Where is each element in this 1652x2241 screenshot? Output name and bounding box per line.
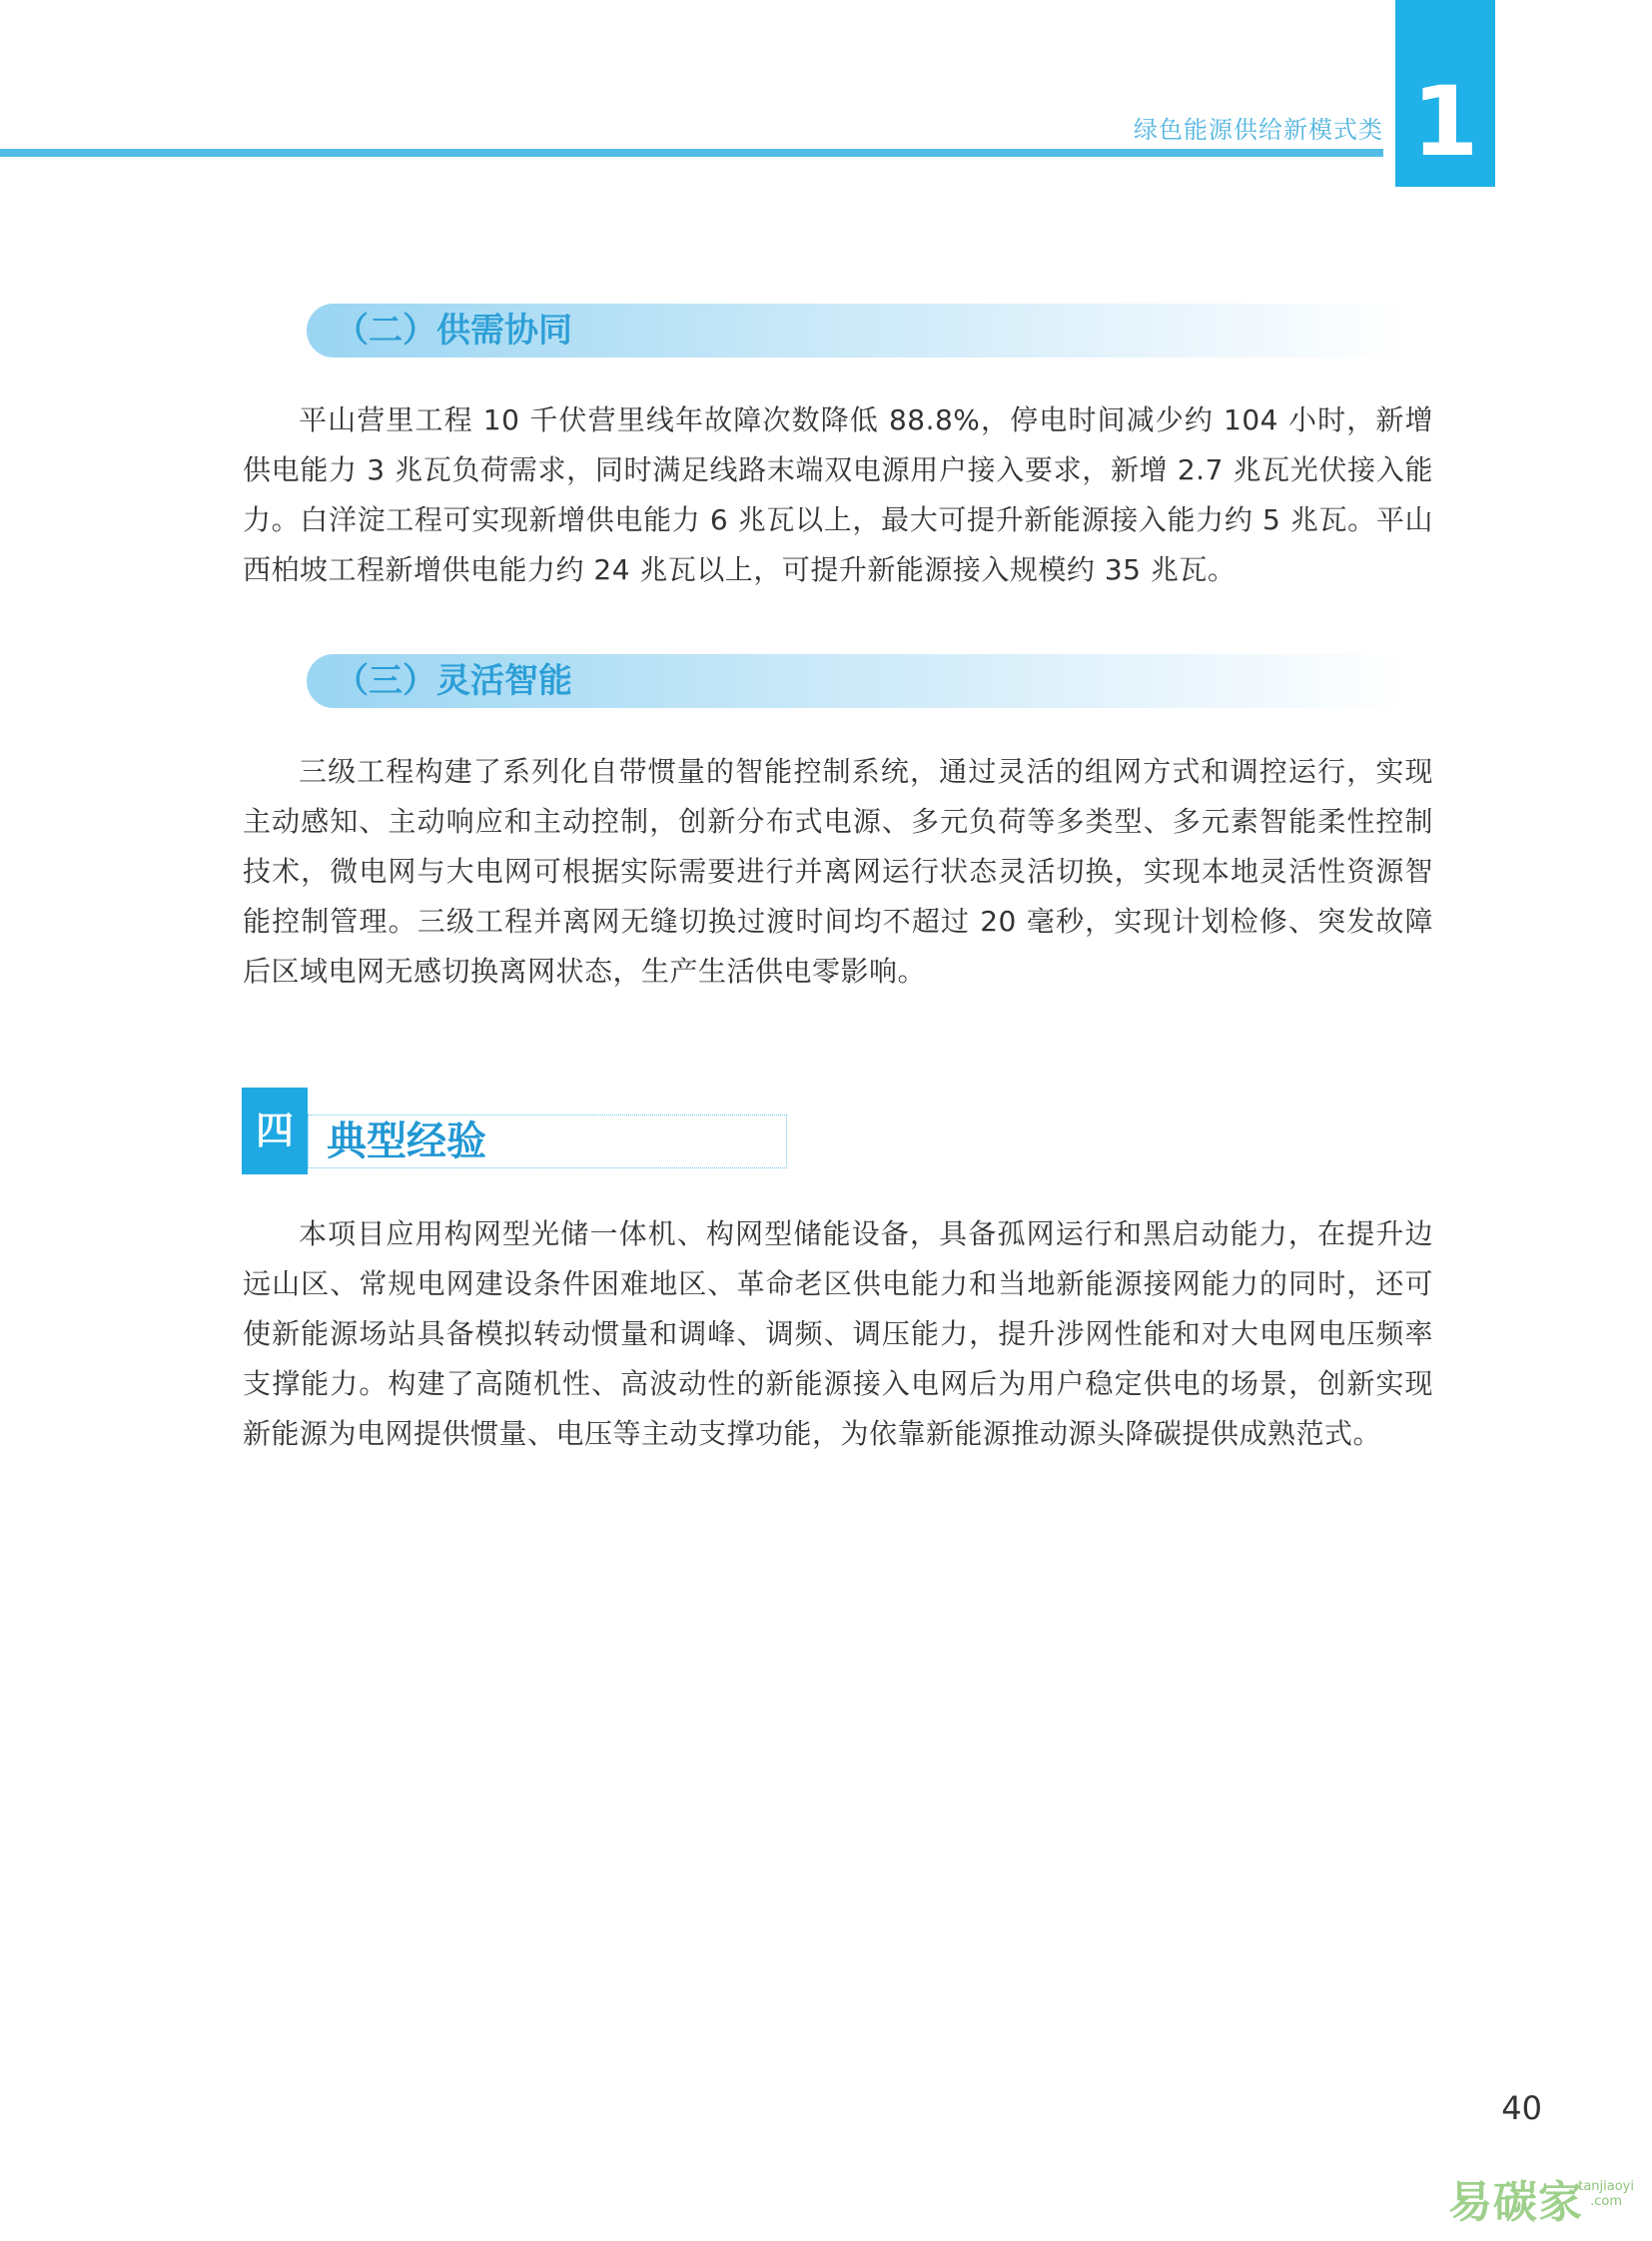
- page-number: 40: [1501, 2089, 1542, 2127]
- watermark-text: 易碳家: [1448, 2177, 1583, 2228]
- paragraph-supply-demand: 平山营里工程 10 千伏营里线年故障次数降低 88.8%，停电时间减少约 104 小时，新增供电能力 3 兆瓦负荷需求，同时满足线路末端双电源用户接入要求，新增 2.7 兆瓦光伏接入能力。白洋淀工程可实现新增供电能力 6 兆瓦以上，最大可提升新能源接入能力约 5 兆瓦。平山西柏坡工程新增供电能力约 24 兆瓦以上，可提升新能源接入规模约 35 兆瓦。: [243, 403, 1433, 586]
- chapter-number-tab: [1395, 0, 1495, 187]
- watermark-logo: [1448, 2177, 1638, 2229]
- section-heading-supply-demand: [307, 304, 1408, 358]
- section-title: （三）灵活智能: [335, 661, 572, 701]
- watermark-domain-line-1: tanjiaoyi: [1578, 2179, 1634, 2194]
- watermark-domain: [1578, 2179, 1634, 2209]
- paragraph-typical-experience: 本项目应用构网型光储一体机、构网型储能设备，具备孤网运行和黑启动能力，在提升边远山区、常规电网建设条件困难地区、革命老区供电能力和当地新能源接网能力的同时，还可使新能源场站具备模拟转动惯量和调峰、调频、调压能力，提升涉网性能和对大电网电压频率支撑能力。构建了高随机性、高波动性的新能源接入电网后为用户稳定供电的场景，创新实现新能源为电网提供惯量、电压等主动支撑功能，为依靠新能源推动源头降碳提供成熟范式。: [243, 1217, 1433, 1450]
- section-title: （二）供需协同: [335, 311, 572, 351]
- major-section-title-frame: [308, 1115, 787, 1168]
- major-section-number-box: [242, 1088, 308, 1174]
- paragraph-flexible-smart: 三级工程构建了系列化自带惯量的智能控制系统，通过灵活的组网方式和调控运行，实现主动感知、主动响应和主动控制，创新分布式电源、多元负荷等多类型、多元素智能柔性控制技术，微电网与大电网可根据实际需要进行并离网运行状态灵活切换，实现本地灵活性资源智能控制管理。三级工程并离网无缝切换过渡时间均不超过 20 毫秒，实现计划检修、突发故障后区域电网无感切换离网状态，生产生活供电零影响。: [243, 755, 1433, 988]
- major-section-number: 四: [255, 1109, 294, 1152]
- section-heading-flexible-smart: [307, 654, 1408, 708]
- major-section-title: 典型经验: [327, 1119, 486, 1164]
- chapter-category-label: 绿色能源供给新模式类: [1134, 116, 1383, 144]
- header-divider-line: [0, 149, 1383, 157]
- watermark-domain-line-2: .com: [1590, 2194, 1623, 2209]
- chapter-number: 1: [1411, 66, 1479, 178]
